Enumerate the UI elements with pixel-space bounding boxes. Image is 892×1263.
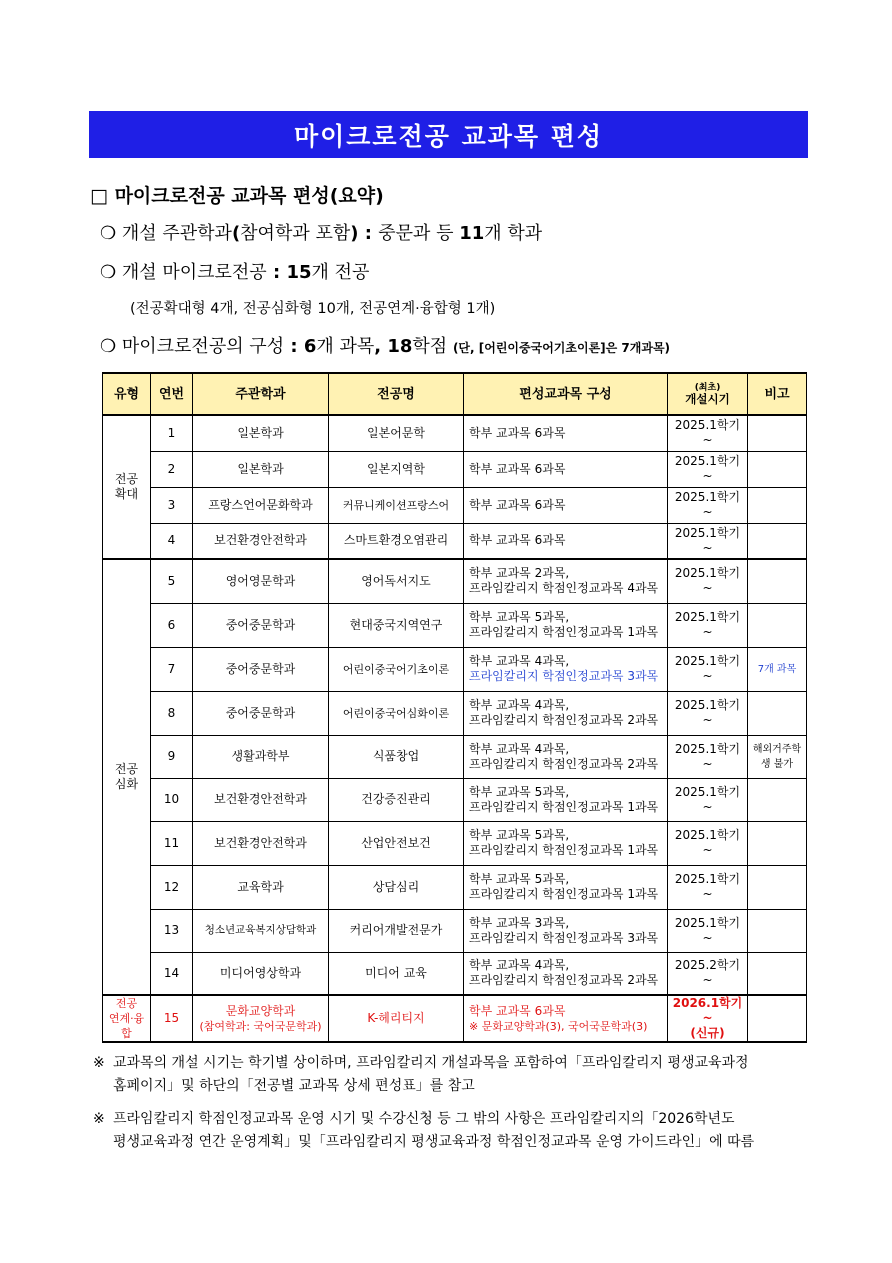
cell-major: 일본지역학 <box>329 451 464 487</box>
cell-remark <box>748 865 807 909</box>
cell-start-term: 2025.1학기~ <box>668 523 748 559</box>
cell-major: 어린이중국어심화이론 <box>329 691 464 735</box>
cell-start-term: 2025.1학기~ <box>668 909 748 952</box>
cell-major: 현대중국지역연구 <box>329 603 464 647</box>
cell-courses: 학부 교과목 2과목, 프라임칼리지 학점인정교과목 4과목 <box>464 559 668 603</box>
cell-number: 8 <box>151 691 193 735</box>
table-row <box>103 603 807 647</box>
note-line: 프라임칼리지 학점인정교과목 운영 시기 및 수강신청 등 그 밖의 사항은 프라임칼리지의「2026학년도 <box>113 1111 735 1127</box>
cell-major: 건강증진관리 <box>329 778 464 821</box>
cell-number: 10 <box>151 778 193 821</box>
cell-major: 커뮤니케이션프랑스어 <box>329 487 464 523</box>
cell-number: 2 <box>151 451 193 487</box>
table-row <box>103 559 807 603</box>
cell-number: 14 <box>151 952 193 995</box>
cell-major: K-헤리티지 <box>329 995 464 1042</box>
cell-start-term: 2025.1학기~ <box>668 487 748 523</box>
footnote-schedule <box>93 1052 813 1098</box>
bullet-text: 개설 주관학과 <box>121 223 232 244</box>
cell-remark <box>748 909 807 952</box>
bullet-composition: ❍ 마이크로전공의 구성 : 6개 과목, 18학점 (단, [어린이중국어기초이론]은 7개과목) <box>100 336 671 357</box>
cell-start-term: 2025.1학기~ <box>668 778 748 821</box>
cell-department: 일본학과 <box>193 451 329 487</box>
cell-department: 청소년교육복지상담학과 <box>193 909 329 952</box>
micro-major-table <box>102 372 807 1043</box>
cell-major: 상담심리 <box>329 865 464 909</box>
cell-remark <box>748 691 807 735</box>
cell-remark <box>748 952 807 995</box>
cell-department: 중어중문학과 <box>193 691 329 735</box>
cell-remark <box>748 821 807 865</box>
table-row <box>103 451 807 487</box>
major-type-breakdown: (전공확대형 4개, 전공심화형 10개, 전공연계·융합형 1개) <box>130 301 496 317</box>
cell-start-term: 2025.1학기~ <box>668 647 748 691</box>
table-row <box>103 487 807 523</box>
cell-department: 일본학과 <box>193 415 329 451</box>
cell-major: 어린이중국어기초이론 <box>329 647 464 691</box>
cell-start-term: 2025.1학기~ <box>668 559 748 603</box>
note-line: 평생교육과정 연간 운영계획」및「프라임칼리지 평생교육과정 학점인정교과목 운영 가이드라인」에 따름 <box>113 1134 755 1150</box>
cell-remark <box>748 778 807 821</box>
cell-remark <box>748 995 807 1042</box>
cell-number: 13 <box>151 909 193 952</box>
header-start-term: (최초) 개설시기 <box>668 373 748 415</box>
cell-remark: 7개 과목 <box>748 647 807 691</box>
bullet-mark: ❍ <box>100 262 117 283</box>
table-row <box>103 821 807 865</box>
cell-major: 스마트환경오염관리 <box>329 523 464 559</box>
cell-department: 중어중문학과 <box>193 603 329 647</box>
header-major: 전공명 <box>329 373 464 415</box>
table-row <box>103 778 807 821</box>
table-row <box>103 909 807 952</box>
cell-department: 중어중문학과 <box>193 647 329 691</box>
cell-courses: 학부 교과목 6과목 <box>464 487 668 523</box>
cell-remark <box>748 415 807 451</box>
cell-major: 영어독서지도 <box>329 559 464 603</box>
header-department: 주관학과 <box>193 373 329 415</box>
cell-courses: 학부 교과목 6과목 <box>464 415 668 451</box>
footnote-operation <box>93 1108 813 1154</box>
table-row <box>103 647 807 691</box>
cell-remark <box>748 487 807 523</box>
cell-major: 산업안전보건 <box>329 821 464 865</box>
cell-major: 식품창업 <box>329 735 464 778</box>
cell-number: 1 <box>151 415 193 451</box>
cell-number: 7 <box>151 647 193 691</box>
bullet-majors: ❍ 개설 마이크로전공 : 15개 전공 <box>100 262 370 283</box>
composition-exception-note: (단, [어린이중국어기초이론]은 7개과목) <box>452 341 671 355</box>
header-courses: 편성교과목 구성 <box>464 373 668 415</box>
cell-courses: 학부 교과목 6과목 <box>464 523 668 559</box>
header-type: 유형 <box>103 373 151 415</box>
bullet-mark: ❍ <box>100 336 117 357</box>
cell-department: 생활과학부 <box>193 735 329 778</box>
cell-number: 6 <box>151 603 193 647</box>
cell-courses: 학부 교과목 4과목, 프라임칼리지 학점인정교과목 3과목 <box>464 647 668 691</box>
cell-department: 미디어영상학과 <box>193 952 329 995</box>
bullet-text: 마이크로전공의 구성 <box>121 336 285 357</box>
cell-department: 문화교양학과 (참여학과: 국어국문학과) <box>193 995 329 1042</box>
cell-courses: 학부 교과목 6과목 ※ 문화교양학과(3), 국어국문학과(3) <box>464 995 668 1042</box>
cell-department: 영어영문학과 <box>193 559 329 603</box>
header-number: 연번 <box>151 373 193 415</box>
cell-start-term: 2026.1학기~ (신규) <box>668 995 748 1042</box>
cell-courses: 학부 교과목 5과목, 프라임칼리지 학점인정교과목 1과목 <box>464 603 668 647</box>
cell-department: 보건환경안전학과 <box>193 821 329 865</box>
cell-number: 15 <box>151 995 193 1042</box>
cell-number: 4 <box>151 523 193 559</box>
bullet-text: 개설 마이크로전공 <box>121 262 267 283</box>
cell-department: 교육학과 <box>193 865 329 909</box>
cell-courses: 학부 교과목 5과목, 프라임칼리지 학점인정교과목 1과목 <box>464 821 668 865</box>
cell-number: 9 <box>151 735 193 778</box>
cell-courses: 학부 교과목 4과목, 프라임칼리지 학점인정교과목 2과목 <box>464 691 668 735</box>
bullet-mark: ❍ <box>100 223 117 244</box>
cell-number: 3 <box>151 487 193 523</box>
cell-start-term: 2025.1학기~ <box>668 415 748 451</box>
header-remark: 비고 <box>748 373 807 415</box>
cell-courses: 학부 교과목 6과목 <box>464 451 668 487</box>
cell-department: 프랑스언어문화학과 <box>193 487 329 523</box>
table-row <box>103 735 807 778</box>
group-label-expansion: 전공 확대 <box>103 415 151 559</box>
table-row <box>103 865 807 909</box>
cell-start-term: 2025.1학기~ <box>668 865 748 909</box>
table-row <box>103 952 807 995</box>
cell-number: 5 <box>151 559 193 603</box>
cell-remark <box>748 559 807 603</box>
table-header-row <box>103 373 807 415</box>
cell-start-term: 2025.2학기~ <box>668 952 748 995</box>
cell-number: 11 <box>151 821 193 865</box>
note-line: 홈페이지」및 하단의「전공별 교과목 상세 편성표」를 참고 <box>113 1078 475 1094</box>
cell-remark <box>748 523 807 559</box>
cell-remark <box>748 451 807 487</box>
cell-start-term: 2025.1학기~ <box>668 691 748 735</box>
cell-department: 보건환경안전학과 <box>193 523 329 559</box>
cell-major: 커리어개발전문가 <box>329 909 464 952</box>
cell-courses: 학부 교과목 4과목, 프라임칼리지 학점인정교과목 2과목 <box>464 735 668 778</box>
table-row <box>103 995 807 1042</box>
page-banner-title: 마이크로전공 교과목 편성 <box>89 111 808 158</box>
cell-remark: 해외거주학생 불가 <box>748 735 807 778</box>
cell-department: 보건환경안전학과 <box>193 778 329 821</box>
note-mark: ※ <box>93 1111 105 1127</box>
table-row <box>103 691 807 735</box>
cell-number: 12 <box>151 865 193 909</box>
cell-courses: 학부 교과목 3과목, 프라임칼리지 학점인정교과목 3과목 <box>464 909 668 952</box>
cell-remark <box>748 603 807 647</box>
cell-courses: 학부 교과목 5과목, 프라임칼리지 학점인정교과목 1과목 <box>464 778 668 821</box>
cell-major: 일본어문학 <box>329 415 464 451</box>
group-label-convergence: 전공 연계·융합 <box>103 995 151 1042</box>
group-label-advanced: 전공 심화 <box>103 559 151 995</box>
section-title: □ 마이크로전공 교과목 편성(요약) <box>90 185 384 207</box>
bullet-departments: ❍ 개설 주관학과(참여학과 포함) : 중문과 등 11개 학과 <box>100 223 543 244</box>
cell-major: 미디어 교육 <box>329 952 464 995</box>
cell-start-term: 2025.1학기~ <box>668 735 748 778</box>
table-row <box>103 523 807 559</box>
table-row <box>103 415 807 451</box>
cell-courses: 학부 교과목 4과목, 프라임칼리지 학점인정교과목 2과목 <box>464 952 668 995</box>
cell-start-term: 2025.1학기~ <box>668 603 748 647</box>
note-mark: ※ <box>93 1055 105 1071</box>
cell-courses: 학부 교과목 5과목, 프라임칼리지 학점인정교과목 1과목 <box>464 865 668 909</box>
note-line: 교과목의 개설 시기는 학기별 상이하며, 프라임칼리지 개설과목을 포함하여「프라임칼리지 평생교육과정 <box>113 1055 749 1071</box>
cell-start-term: 2025.1학기~ <box>668 821 748 865</box>
cell-start-term: 2025.1학기~ <box>668 451 748 487</box>
